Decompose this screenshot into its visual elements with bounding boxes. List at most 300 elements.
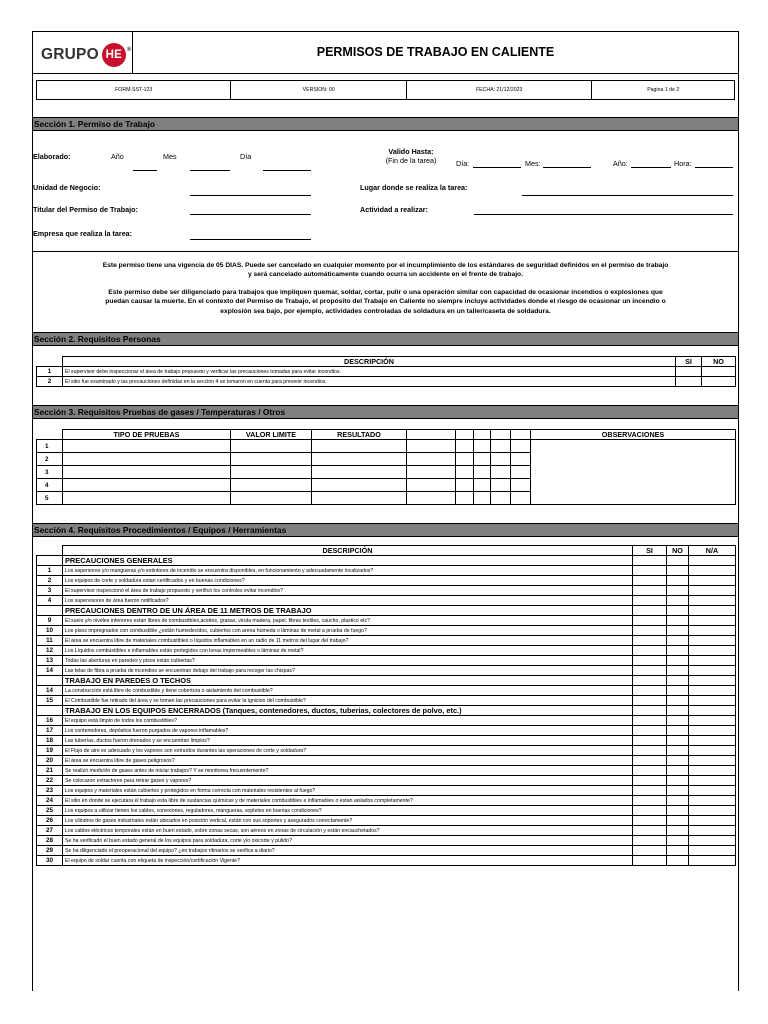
row-number: 26: [37, 816, 63, 826]
row-text: El área se encuentra libre de gases peligrosos?: [63, 756, 633, 766]
no-check[interactable]: [667, 596, 689, 606]
dia2-label: Día:: [456, 159, 470, 168]
na-check[interactable]: [689, 776, 736, 786]
no-check[interactable]: [667, 666, 689, 676]
row-number: 1: [37, 367, 63, 377]
si-check[interactable]: [633, 736, 667, 746]
unidad-negocio-label: Unidad de Negocio:: [33, 183, 101, 192]
blank-cell: [37, 556, 63, 566]
row-text: Se ha diligenciado el preoperacional del equipo? ¿en trabajos rítinarios se verifica a diario?: [63, 846, 633, 856]
lugar-field[interactable]: [522, 195, 733, 196]
row-text: Todas las aberturas en paredes y pisos están cubiertas?: [63, 656, 633, 666]
na-check[interactable]: [689, 616, 736, 626]
section3-header: Sección 3. Requisitos Pruebas de gases / Temperaturas / Otros: [33, 405, 738, 419]
cell[interactable]: [491, 492, 511, 505]
table-row: [37, 377, 736, 387]
tipo-cell[interactable]: [63, 466, 231, 479]
col-observaciones: OBSERVACIONES: [531, 430, 736, 440]
row-number: 4: [37, 479, 63, 492]
si-check[interactable]: [633, 686, 667, 696]
si-check[interactable]: [633, 836, 667, 846]
row-text: Las telas de fibra a prueba de incendios se encuentran debajo del trabajo para recoger las chispas?: [63, 666, 633, 676]
cell[interactable]: [474, 479, 491, 492]
cell: [667, 556, 689, 566]
row-number: 18: [37, 736, 63, 746]
na-check[interactable]: [689, 846, 736, 856]
no-check[interactable]: [667, 576, 689, 586]
na-check[interactable]: [689, 696, 736, 706]
fin-tarea-label: (Fin de la tarea): [385, 156, 437, 165]
cell[interactable]: [407, 440, 456, 453]
cell[interactable]: [456, 492, 474, 505]
valor-cell[interactable]: [231, 453, 312, 466]
cell[interactable]: [474, 492, 491, 505]
cell[interactable]: [456, 453, 474, 466]
blank-cell: [37, 546, 63, 556]
table-row: [37, 816, 736, 826]
dia2-field[interactable]: [473, 167, 521, 168]
na-check[interactable]: [689, 746, 736, 756]
na-check[interactable]: [689, 636, 736, 646]
na-check[interactable]: [689, 856, 736, 866]
mes-field[interactable]: [190, 170, 230, 171]
mes2-field[interactable]: [543, 167, 591, 168]
na-check[interactable]: [689, 796, 736, 806]
si-check[interactable]: [633, 776, 667, 786]
no-check[interactable]: [667, 646, 689, 656]
si-check[interactable]: [633, 796, 667, 806]
cell: [633, 556, 667, 566]
cell: [633, 676, 667, 686]
valor-cell[interactable]: [231, 492, 312, 505]
section4-table: [36, 545, 736, 866]
si-check[interactable]: [633, 846, 667, 856]
row-text: Los pisos impregnados con combustible ¿están humedecidos, cubiertos con arena húmeda o láminas de metal a prueba de fuego?: [63, 626, 633, 636]
section4-header: Sección 4. Requisitos Procedimientos / Equipos / Herramientas: [33, 523, 738, 537]
form-date: FECHA: 21/12/2023: [407, 81, 592, 99]
table-row: [37, 596, 736, 606]
notice-line: Este permiso debe ser diligenciado para trabajos que impliquen quemar, soldar, cortar, pulir o una operación similar con capacidad de ocasionar incendios o explosiones que: [108, 289, 663, 296]
si-check[interactable]: [633, 746, 667, 756]
row-number: 23: [37, 786, 63, 796]
section2-table: [36, 356, 736, 387]
na-check[interactable]: [689, 716, 736, 726]
row-number: 14: [37, 686, 63, 696]
tipo-cell[interactable]: [63, 440, 231, 453]
na-check[interactable]: [689, 806, 736, 816]
row-text: El supervisor debe inspeccionar el área de trabajo propuesto y verificar las precauciones tomadas para evitar incendios.: [63, 367, 676, 377]
si-check[interactable]: [633, 636, 667, 646]
anio2-label: Año:: [613, 159, 628, 168]
mes-label: Mes: [163, 152, 177, 161]
subsection-title: PRECAUCIONES DENTRO DE UN ÁREA DE 11 METROS DE TRABAJO: [63, 606, 633, 616]
cell: [689, 706, 736, 716]
col-blank: [474, 430, 491, 440]
no-check[interactable]: [667, 736, 689, 746]
actividad-label: Actividad a realizar:: [360, 205, 428, 214]
no-check[interactable]: [667, 746, 689, 756]
table-row: [37, 796, 736, 806]
si-check[interactable]: [633, 826, 667, 836]
table-row: [37, 776, 736, 786]
row-text: El sitio en donde se ejecutara el trabajo esta libre de sustancias químicas y de materiales combustibles e inflamables o estan aislados completamente?: [63, 796, 633, 806]
table-row: [37, 586, 736, 596]
table-row: [37, 716, 736, 726]
table-row: [37, 736, 736, 746]
row-text: El sitio fue examinado y las precauciones definidas en la sección 4 se tomaron en cuenta para prevenir incendios.: [63, 377, 676, 387]
cell[interactable]: [491, 453, 511, 466]
row-number: 12: [37, 646, 63, 656]
cell[interactable]: [511, 479, 531, 492]
table-row: [37, 686, 736, 696]
company-logo: [41, 43, 131, 67]
blank-cell: [37, 676, 63, 686]
si-check[interactable]: [633, 726, 667, 736]
table-row: [37, 836, 736, 846]
si-check[interactable]: [633, 716, 667, 726]
form-page: Pagina 1 de 2: [647, 87, 680, 93]
na-check[interactable]: [689, 596, 736, 606]
si-check[interactable]: [633, 596, 667, 606]
si-check[interactable]: [633, 756, 667, 766]
na-check[interactable]: [689, 726, 736, 736]
table-row: [37, 636, 736, 646]
resultado-cell[interactable]: [312, 466, 407, 479]
table-row: [37, 696, 736, 706]
no-check[interactable]: [667, 626, 689, 636]
form-version: VERSION: 00: [231, 81, 407, 99]
row-number: 13: [37, 656, 63, 666]
row-number: 28: [37, 836, 63, 846]
si-check[interactable]: [633, 656, 667, 666]
cell[interactable]: [474, 466, 491, 479]
col-si: SI: [633, 546, 667, 556]
no-check[interactable]: [667, 566, 689, 576]
row-number: 16: [37, 716, 63, 726]
cell[interactable]: [407, 492, 456, 505]
row-number: 3: [37, 586, 63, 596]
cell[interactable]: [407, 453, 456, 466]
na-check[interactable]: [689, 656, 736, 666]
si-check[interactable]: [633, 806, 667, 816]
no-check[interactable]: [667, 826, 689, 836]
na-check[interactable]: [689, 626, 736, 636]
cell: [633, 606, 667, 616]
table-row: [37, 576, 736, 586]
row-text: Los contenedores, depósitos fueron purgados de vapores inflamables?: [63, 726, 633, 736]
row-text: Se colocaron extractores para retirar gases y vapores?: [63, 776, 633, 786]
row-number: 25: [37, 806, 63, 816]
cell[interactable]: [456, 466, 474, 479]
si-check[interactable]: [633, 696, 667, 706]
hora-label: Hora:: [674, 159, 692, 168]
section2-header: Sección 2. Requisitos Personas: [33, 332, 738, 346]
row-number: 5: [37, 492, 63, 505]
table-row: [37, 656, 736, 666]
row-text: Los equipos de corte y soldadura estan certificados y en buenas condiciones?: [63, 576, 633, 586]
valor-cell[interactable]: [231, 466, 312, 479]
tipo-cell[interactable]: [63, 479, 231, 492]
table-row: [37, 367, 736, 377]
col-no: NO: [702, 357, 736, 367]
row-number: 10: [37, 626, 63, 636]
titular-label: Titular del Permiso de Trabajo:: [33, 205, 138, 214]
cell[interactable]: [474, 453, 491, 466]
na-check[interactable]: [689, 566, 736, 576]
row-number: 2: [37, 377, 63, 387]
no-check[interactable]: [702, 377, 736, 387]
col-blank: [456, 430, 474, 440]
notice-line: explosión sea bajo, por ejemplo, actividades controladas de soldadura en un taller/caseta de soldadura.: [220, 307, 551, 315]
logo-registered: ®: [126, 47, 132, 53]
table-row: [37, 756, 736, 766]
no-check[interactable]: [667, 766, 689, 776]
subsection-row: [37, 706, 736, 716]
form-code: FORM-SST-123: [37, 81, 231, 99]
col-blank: [407, 430, 456, 440]
subsection-row: [37, 676, 736, 686]
row-text: El Combustible fue retirado del área y se toman las precauciones para evitar la ignicion del combustible?: [63, 696, 633, 706]
permit-form: [32, 31, 739, 991]
cell[interactable]: [407, 466, 456, 479]
no-check[interactable]: [667, 806, 689, 816]
cell[interactable]: [407, 479, 456, 492]
cell[interactable]: [511, 453, 531, 466]
cell[interactable]: [511, 440, 531, 453]
row-number: 2: [37, 576, 63, 586]
row-text: Las tuberías, ductos fueron drenados y se encuentran limpios?: [63, 736, 633, 746]
no-check[interactable]: [702, 367, 736, 377]
no-check[interactable]: [667, 656, 689, 666]
no-check[interactable]: [667, 816, 689, 826]
logo-text: GRUPO: [41, 46, 99, 63]
col-valor-limite: VALOR LIMITE: [231, 430, 312, 440]
form-info-row: [36, 80, 735, 100]
col-resultado: RESULTADO: [312, 430, 407, 440]
page-title: PERMISOS DE TRABAJO EN CALIENTE: [316, 45, 555, 59]
resultado-cell[interactable]: [312, 492, 407, 505]
table-row: [37, 846, 736, 856]
row-number: 15: [37, 696, 63, 706]
table-row: [37, 786, 736, 796]
logo-box: [33, 32, 133, 74]
col-blank: [511, 430, 531, 440]
si-check[interactable]: [633, 766, 667, 776]
cell: [689, 676, 736, 686]
table-row: [37, 766, 736, 776]
col-descripcion: DESCRIPCIÓN: [63, 546, 633, 556]
table-row: [37, 646, 736, 656]
row-text: Los equipos a utilizar tienen los cables, conexiones, reguladores, mangueras, sopletes en buenas condiciones?: [63, 806, 633, 816]
row-text: Los cilindros de gases industriales están ubicados en posición vertical, están con sus soportes y asegurados correctamente?: [63, 816, 633, 826]
na-check[interactable]: [689, 816, 736, 826]
no-check[interactable]: [667, 856, 689, 866]
cell[interactable]: [511, 492, 531, 505]
row-number: 27: [37, 826, 63, 836]
no-check[interactable]: [667, 776, 689, 786]
no-check[interactable]: [667, 636, 689, 646]
row-number: 11: [37, 636, 63, 646]
table-row: [37, 726, 736, 736]
notice-line: y será cancelado automáticamente cuando ocurra un accidente en el frente de trabajo.: [247, 271, 524, 279]
notice-line: Este permiso tiene una vigencia de 05 DIAS. Puede ser cancelado en cualquier momento por el incumplimiento de los estándares de seguridad definidos en el permiso de trabajo: [102, 262, 669, 269]
cell: [667, 676, 689, 686]
no-check[interactable]: [667, 716, 689, 726]
no-check[interactable]: [667, 696, 689, 706]
empresa-field[interactable]: [190, 239, 311, 240]
row-number: 24: [37, 796, 63, 806]
no-check[interactable]: [667, 756, 689, 766]
table-row: [37, 616, 736, 626]
no-check[interactable]: [667, 616, 689, 626]
si-check[interactable]: [633, 646, 667, 656]
cell[interactable]: [474, 440, 491, 453]
si-check[interactable]: [633, 626, 667, 636]
si-check[interactable]: [676, 377, 702, 387]
section1-header: Sección 1. Permiso de Trabajo: [33, 117, 738, 131]
table-row: [37, 440, 736, 453]
si-check[interactable]: [633, 576, 667, 586]
table-row: [37, 666, 736, 676]
si-check[interactable]: [633, 786, 667, 796]
titular-field[interactable]: [190, 214, 311, 215]
row-number: 3: [37, 466, 63, 479]
no-check[interactable]: [667, 726, 689, 736]
cell: [689, 556, 736, 566]
na-check[interactable]: [689, 586, 736, 596]
row-text: El área se encuentra libre de materiales combustibles o líquidos inflamables en un radio de 11 metros del lugar del trabajo?: [63, 636, 633, 646]
anio-field[interactable]: [133, 170, 157, 171]
col-si: SI: [676, 357, 702, 367]
table-row: [37, 746, 736, 756]
valor-cell[interactable]: [231, 479, 312, 492]
si-check[interactable]: [633, 616, 667, 626]
blank-cell: [37, 357, 63, 367]
tipo-cell[interactable]: [63, 492, 231, 505]
tipo-cell[interactable]: [63, 453, 231, 466]
cell[interactable]: [491, 479, 511, 492]
mes2-label: Mes:: [525, 159, 541, 168]
row-text: Los cables eléctricos temporales están en buen estado, sobre zonas secas, son aéreos en zonas de circulación y están encauchetados?: [63, 826, 633, 836]
resultado-cell[interactable]: [312, 479, 407, 492]
row-number: 1: [37, 566, 63, 576]
subsection-row: [37, 556, 736, 566]
si-check[interactable]: [633, 816, 667, 826]
cell[interactable]: [491, 440, 511, 453]
no-check[interactable]: [667, 836, 689, 846]
no-check[interactable]: [667, 786, 689, 796]
na-check[interactable]: [689, 836, 736, 846]
notice-line: puedan causar la muerte. En el contexto del Permiso de Trabajo, el propósito del Trabajo en Caliente no siempre incluye actividades donde el riesgo de ocasionar un incendio o: [105, 298, 666, 306]
col-descripcion: DESCRIPCIÓN: [63, 357, 676, 367]
blank-cell: [37, 606, 63, 616]
lugar-label: Lugar donde se realiza la tarea:: [360, 183, 468, 192]
section3-table: [36, 429, 736, 505]
na-check[interactable]: [689, 826, 736, 836]
na-check[interactable]: [689, 766, 736, 776]
resultado-cell[interactable]: [312, 440, 407, 453]
divider: [33, 251, 738, 252]
row-text: Los supervisores de área fueron notificados?: [63, 596, 633, 606]
no-check[interactable]: [667, 796, 689, 806]
col-tipo-pruebas: TIPO DE PRUEBAS: [63, 430, 231, 440]
row-number: 17: [37, 726, 63, 736]
row-text: Los aspersores y/o mangueras y/o extintores de incendio se encuentra disponibles, en funcionamiento y adecuadamente localizados?: [63, 566, 633, 576]
table-row: [37, 566, 736, 576]
row-text: Los equipos y materiales están cubiertos y protegidos en forma correcta con materiales resistentes al fuego?: [63, 786, 633, 796]
no-check[interactable]: [667, 686, 689, 696]
cell: [667, 706, 689, 716]
na-check[interactable]: [689, 666, 736, 676]
row-text: El suelo y/o niveles inferiores están libres de combustibles,aceites, grasas, viruta madera, papel, fibras textiles, caucho, plastico etc?: [63, 616, 633, 626]
anio2-field[interactable]: [631, 167, 671, 168]
row-text: Se ha verificado el buen estado general de los equipos para soldadura, corte y/o oxicorte y pulido?: [63, 836, 633, 846]
dia-label: Día: [240, 152, 252, 161]
row-text: El Flujo de aire es adecuado y los vapores son extraídos durantes las operaciones de corte y soldadura?: [63, 746, 633, 756]
row-number: 1: [37, 440, 63, 453]
row-text: El equipo de soldar cuenta con etiqueta de inspección/certificación Vigente?: [63, 856, 633, 866]
table-row: [37, 856, 736, 866]
row-number: 9: [37, 616, 63, 626]
col-blank: [491, 430, 511, 440]
unidad-negocio-field[interactable]: [190, 195, 311, 196]
row-number: 22: [37, 776, 63, 786]
si-check[interactable]: [633, 586, 667, 596]
dia-field[interactable]: [263, 170, 311, 171]
subsection-row: [37, 606, 736, 616]
si-check[interactable]: [633, 666, 667, 676]
si-check[interactable]: [633, 566, 667, 576]
hora-field[interactable]: [695, 167, 733, 168]
cell[interactable]: [456, 440, 474, 453]
row-text: Se realizó medición de gases antes de iniciar trabajos? Y se monitorea frecuentemente?: [63, 766, 633, 776]
no-check[interactable]: [667, 586, 689, 596]
col-no: NO: [667, 546, 689, 556]
na-check[interactable]: [689, 576, 736, 586]
title-box: [133, 32, 738, 74]
na-check[interactable]: [689, 786, 736, 796]
na-check[interactable]: [689, 756, 736, 766]
valor-cell[interactable]: [231, 440, 312, 453]
subsection-title: TRABAJO EN PAREDES O TECHOS: [63, 676, 633, 686]
cell: [667, 606, 689, 616]
cell[interactable]: [511, 466, 531, 479]
observaciones-cell[interactable]: [531, 440, 736, 505]
table-row: [37, 626, 736, 636]
na-check[interactable]: [689, 646, 736, 656]
resultado-cell[interactable]: [312, 453, 407, 466]
na-check[interactable]: [689, 736, 736, 746]
cell[interactable]: [491, 466, 511, 479]
row-number: 14: [37, 666, 63, 676]
si-check[interactable]: [633, 856, 667, 866]
na-check[interactable]: [689, 686, 736, 696]
row-text: El supervisor inspeccionó el área de trabajo propuesto y verificó los controles evitar incendios?: [63, 586, 633, 596]
scope-notice: [33, 288, 738, 316]
subsection-title: TRABAJO EN LOS EQUIPOS ENCERRADOS (Tanques, contenedores, ductos, tuberias, colectores de polvo, etc.): [63, 706, 633, 716]
actividad-field[interactable]: [474, 214, 733, 215]
no-check[interactable]: [667, 846, 689, 856]
si-check[interactable]: [676, 367, 702, 377]
row-text: El equipo está limpio de todos los combustibles?: [63, 716, 633, 726]
table-row: [37, 826, 736, 836]
table-row: [37, 806, 736, 816]
row-number: 29: [37, 846, 63, 856]
row-text: La construcción está libre de combustible y tiene cobertura o aislamiento del combustible?: [63, 686, 633, 696]
cell[interactable]: [456, 479, 474, 492]
logo-mark: HE: [102, 43, 126, 67]
blank-cell: [37, 706, 63, 716]
